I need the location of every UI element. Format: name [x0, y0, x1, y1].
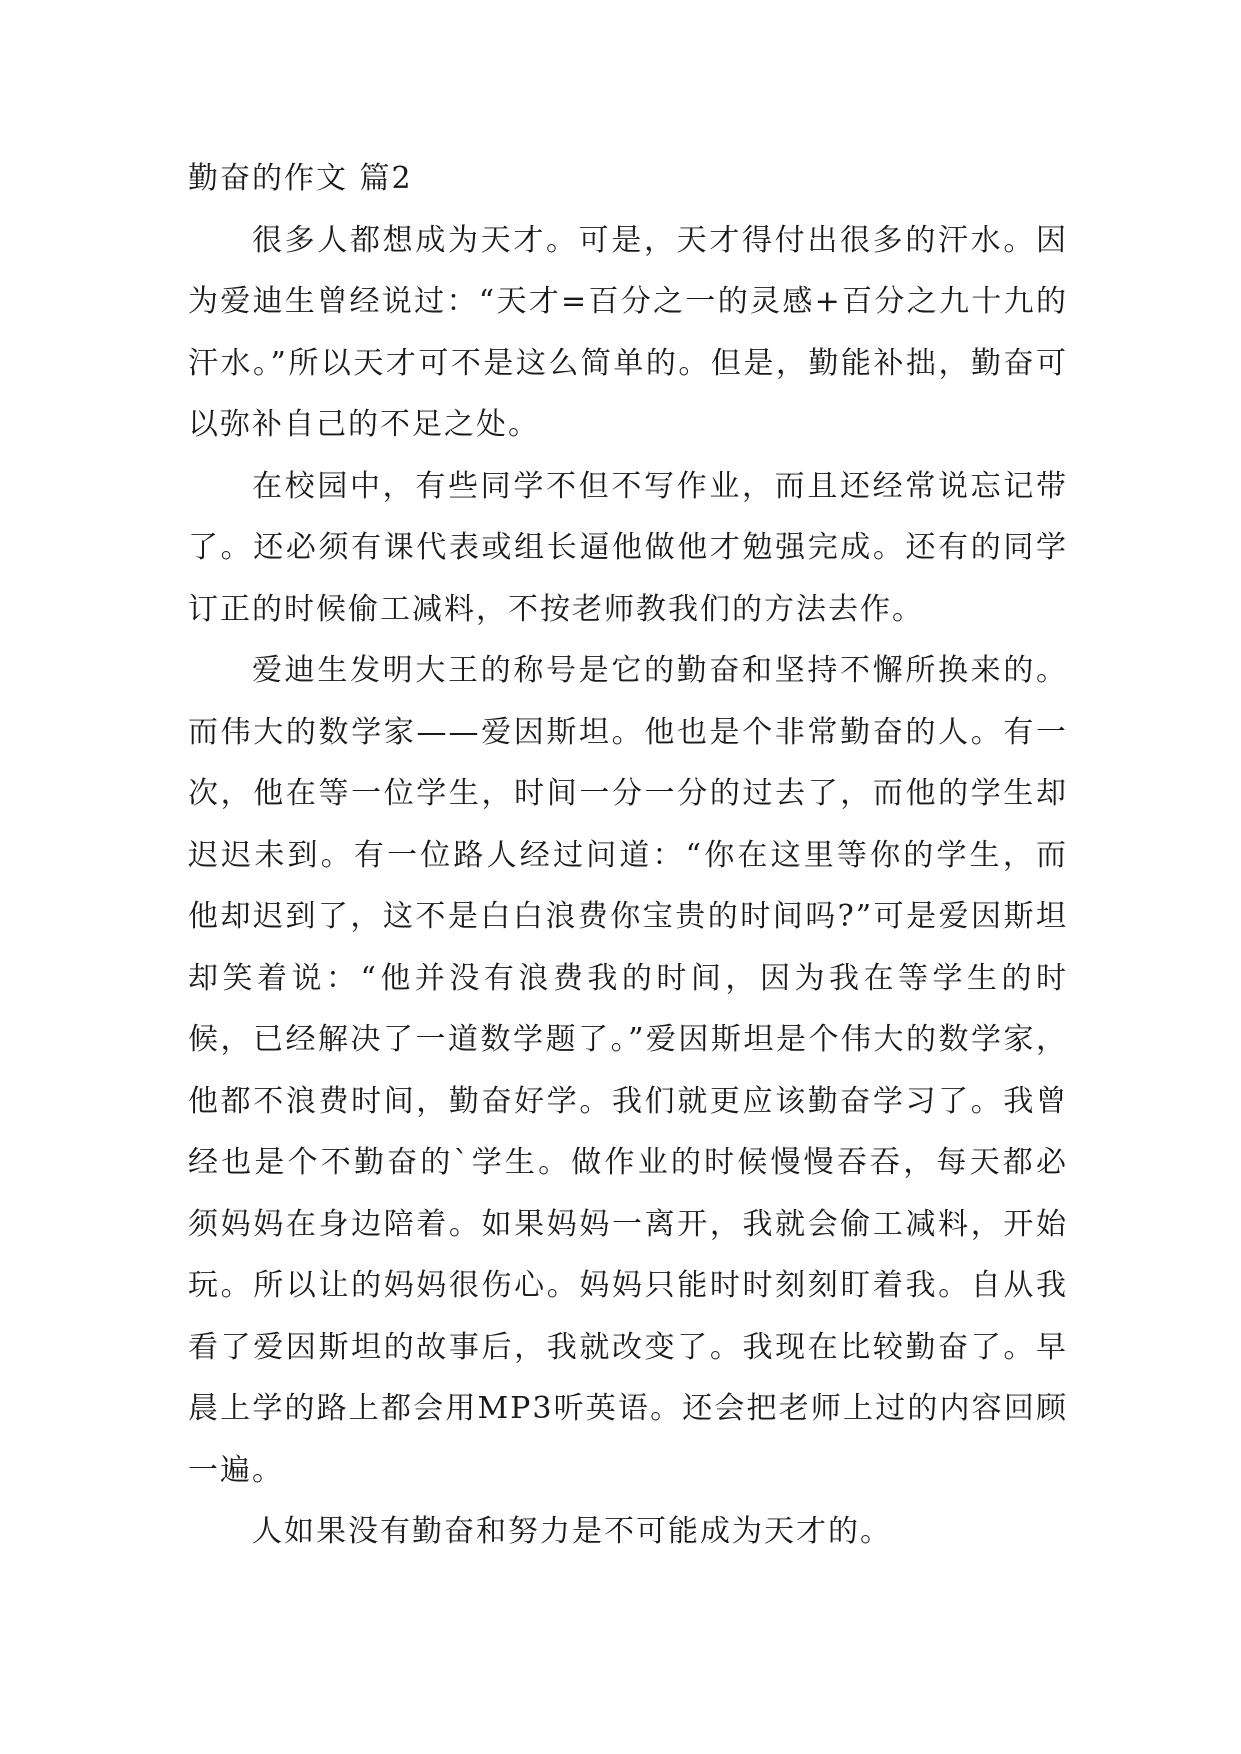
paragraph-2: 在校园中，有些同学不但不写作业，而且还经常说忘记带了。还必须有课代表或组长逼他做他才勉强完成。还有的同学订正的时候偷工减料，不按老师教我们的方法去作。: [188, 468, 1068, 627]
paragraph-1: 很多人都想成为天才。可是，天才得付出很多的汗水。因为爱迪生曾经说过：“天才=百分之一的灵感+百分之九十九的汗水。”所以天才可不是这么简单的。但是，勤能补拙，勤奋可以弥补自己的不足之处。: [188, 222, 1068, 442]
essay-title: 勤奋的作文 篇2: [188, 161, 413, 196]
document-page: [188, 148, 1068, 1563]
paragraph-4: 人如果没有勤奋和努力是不可能成为天才的。: [252, 1514, 892, 1549]
paragraph-3: 爱迪生发明大王的称号是它的勤奋和坚持不懈所换来的。而伟大的数学家——爱因斯坦。他也是个非常勤奋的人。有一次，他在等一位学生，时间一分一分的过去了，而他的学生却迟迟未到。有一位路人经过问道：“你在这里等你的学生，而他却迟到了，这不是白白浪费你宝贵的时间吗?”可是爱因斯坦却笑着说：“他并没有浪费我的时间，因为我在等学生的时候，已经解决了一道数学题了。”爱因斯坦是个伟大的数学家，他都不浪费时间，勤奋好学。我们就更应该勤奋学习了。我曾经也是个不勤奋的`学生。做作业的时候慢慢吞吞，每天都必须妈妈在身边陪着。如果妈妈一离开，我就会偷工减料，开始玩。所以让的妈妈很伤心。妈妈只能时时刻刻盯着我。自从我看了爱因斯坦的故事后，我就改变了。我现在比较勤奋了。早晨上学的路上都会用MP3听英语。还会把老师上过的内容回顾一遍。: [188, 653, 1068, 1488]
